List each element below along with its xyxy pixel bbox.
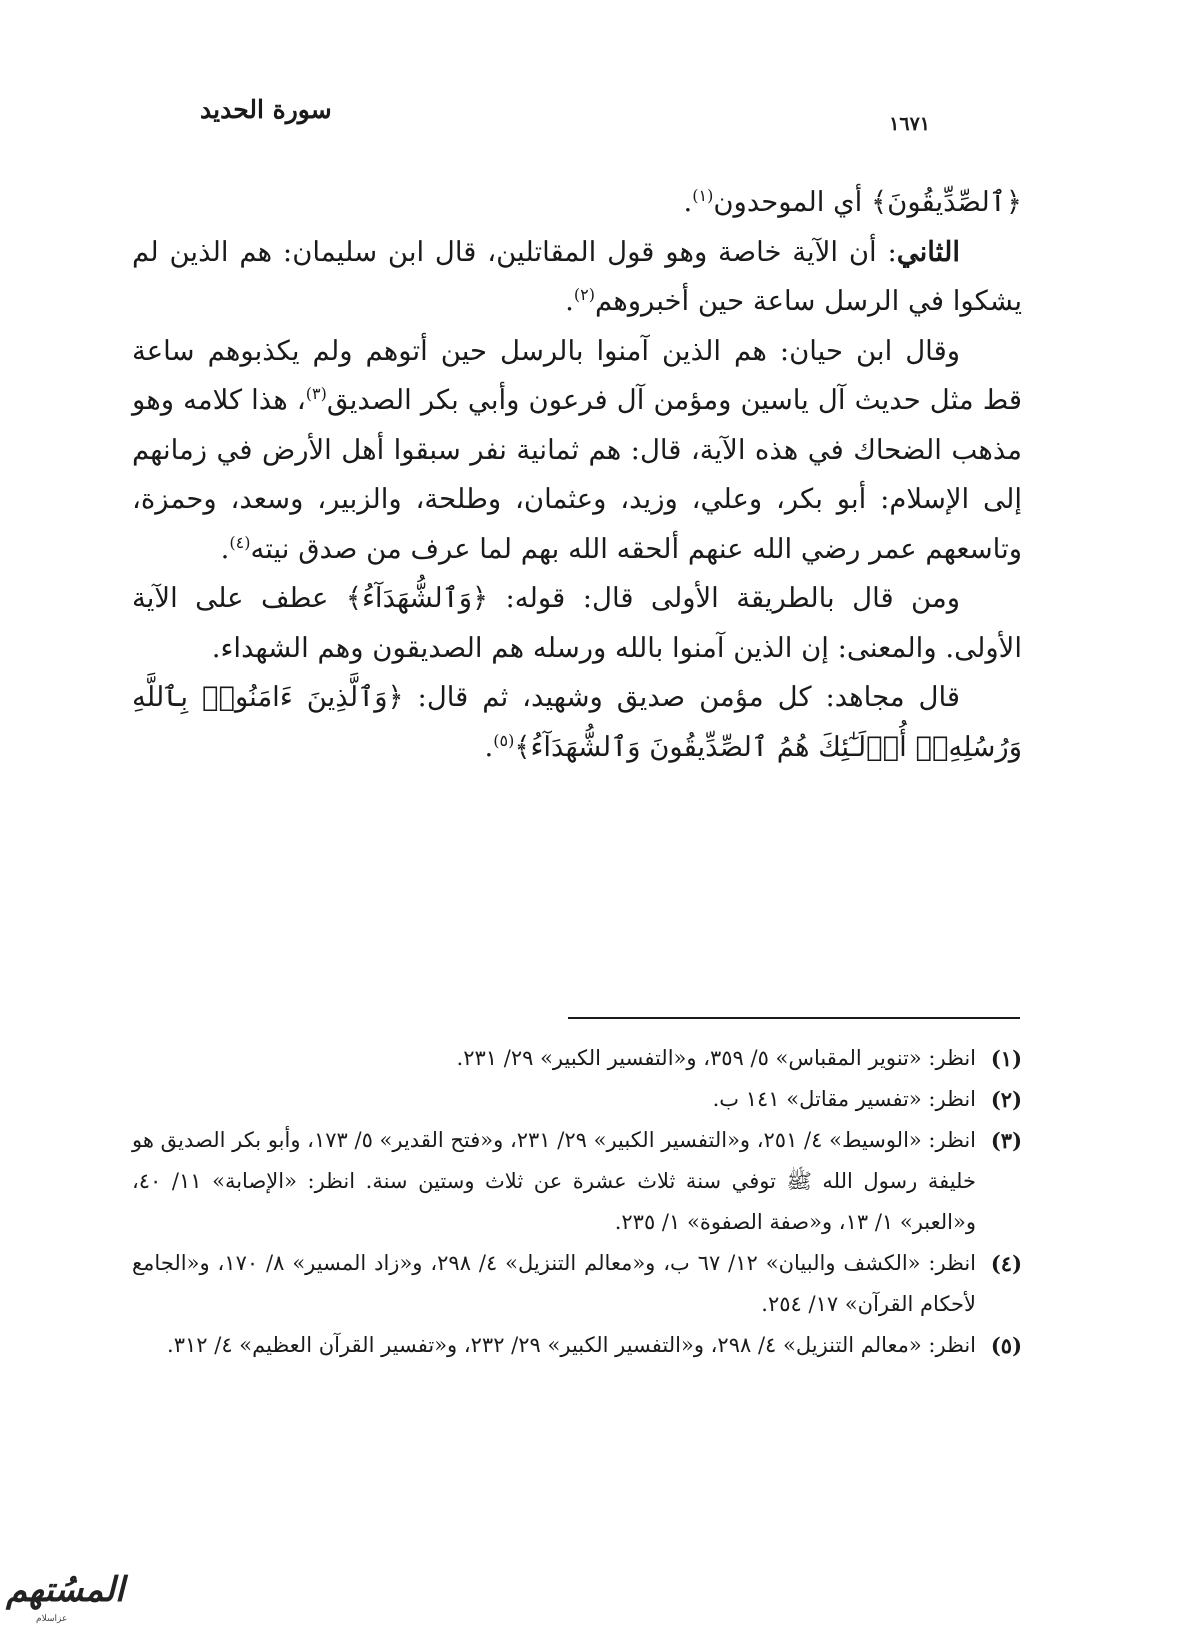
footnote-text: انظر: «معالم التنزيل» ٤/ ٢٩٨، و«التفسير الكبير» ٢٩/ ٢٣٢، و«تفسير القرآن العظيم» ٤/ ٣١٢. [167, 1333, 976, 1357]
stamp-logo-text: المسُتهم [6, 1570, 125, 1610]
footnote-text: انظر: «الكشف والبيان» ١٢/ ٦٧ ب، و«معالم التنزيل» ٤/ ٢٩٨، و«زاد المسير» ٨/ ١٧٠، و«الجامع لأحكام القرآن» ١٧/ ٢٥٤. [132, 1251, 976, 1316]
footnote-text: انظر: «الوسيط» ٤/ ٢٥١، و«التفسير الكبير» ٢٩/ ٢٣١، و«فتح القدير» ٥/ ١٧٣، وأبو بكر الصديق هو خليفة رسول الله ﷺ توفي سنة ثلاث عشرة عن ثلاث وستين سنة. انظر: «الإصابة» ١١/ ٤٠، و«العبر» ١/ ١٣، و«صفة الصفوة» ١/ ٢٣٥. [132, 1128, 976, 1234]
paragraph-1-end: . [683, 186, 693, 218]
footnote-number: (٣) [990, 1128, 1022, 1153]
main-text [132, 178, 1022, 772]
paragraph-3-text-b: ، هذا كلامه وهو مذهب الضحاك في هذه الآية، قال: هم ثمانية نفر سبقوا أهل الأرض في زمانهم إلى الإسلام: أبو بكر، وعلي، وزيد، وعثمان، وطلحة، والزبير، وسعد، وحمزة، وتاسعهم عمر رضي الله عنهم ألحقه الله بهم لما عرف من صدق نيته [132, 384, 1022, 565]
paragraph-4 [132, 574, 1022, 673]
paragraph-2-text: : أن الآية خاصة وهو قول المقاتلين، قال ابن سليمان: هم الذين لم يشكوا في الرسل ساعة حين أخبروهم [132, 235, 1022, 317]
footnote-number: (١) [990, 1046, 1022, 1071]
footnote-ref-5: (٥) [493, 730, 515, 750]
footnote-ref-2: (٢) [573, 284, 595, 304]
paragraph-5-text: قال مجاهد: كل مؤمن صديق وشهيد، ثم قال: ﴿وَٱلَّذِينَ ءَامَنُوا۟ بِٱللَّهِ وَرُسُلِهِۦٓ أُو۟لَـٰٓئِكَ هُمُ ٱلصِّدِّيقُونَ وَٱلشُّهَدَآءُ﴾ [132, 681, 1022, 763]
footnote-3 [132, 1120, 1022, 1243]
footnote-number: (٢) [990, 1087, 1022, 1112]
footnote-text: انظر: «تفسير مقاتل» ١٤١ ب. [712, 1087, 976, 1111]
surah-title: سورة الحديد [200, 95, 332, 124]
footnote-separator [568, 1017, 1020, 1019]
paragraph-3 [132, 327, 1022, 575]
paragraph-2-end: . [565, 285, 574, 317]
footnote-number: (٤) [990, 1251, 1022, 1276]
paragraph-1 [132, 178, 1022, 228]
footnote-number: (٥) [990, 1333, 1022, 1358]
footnote-1 [132, 1038, 1022, 1079]
footnote-text: انظر: «تنوير المقباس» ٥/ ٣٥٩، و«التفسير الكبير» ٢٩/ ٢٣١. [456, 1046, 976, 1070]
stamp-caption: عزاسلام [36, 1614, 68, 1624]
paragraph-2 [132, 228, 1022, 327]
footnote-ref-1: (١) [692, 185, 714, 205]
library-stamp [6, 1570, 125, 1630]
paragraph-3-end: . [220, 532, 230, 565]
footnote-2 [132, 1079, 1022, 1120]
paragraph-4-text: ومن قال بالطريقة الأولى قال: قوله: ﴿وَٱلشُّهَدَآءُ﴾ عطف على الآية الأولى. والمعنى: إن الذين آمنوا بالله ورسله هم الصديقون وهم الشهداء. [132, 582, 1022, 664]
paragraph-5 [132, 673, 1022, 772]
paragraph-2-lead: الثاني [896, 235, 960, 268]
footnote-ref-4: (٤) [229, 532, 251, 552]
paragraph-3-text-a: وقال ابن حيان: هم الذين آمنوا بالرسل حين أتوهم ولم يكذبوهم ساعة قط مثل حديث آل ياسين ومؤمن آل فرعون وأبي بكر الصديق [132, 334, 1023, 416]
footnote-5 [132, 1325, 1022, 1366]
paragraph-1-text: ﴿ٱلصِّدِّيقُونَ﴾ أي الموحدون [713, 186, 1022, 218]
page-number: ١٦٧١ [889, 113, 930, 135]
footnote-4 [132, 1243, 1022, 1325]
footnote-ref-3: (٣) [305, 383, 327, 403]
paragraph-5-end: . [484, 730, 494, 763]
page-header [200, 95, 930, 145]
footnotes [132, 1038, 1022, 1366]
